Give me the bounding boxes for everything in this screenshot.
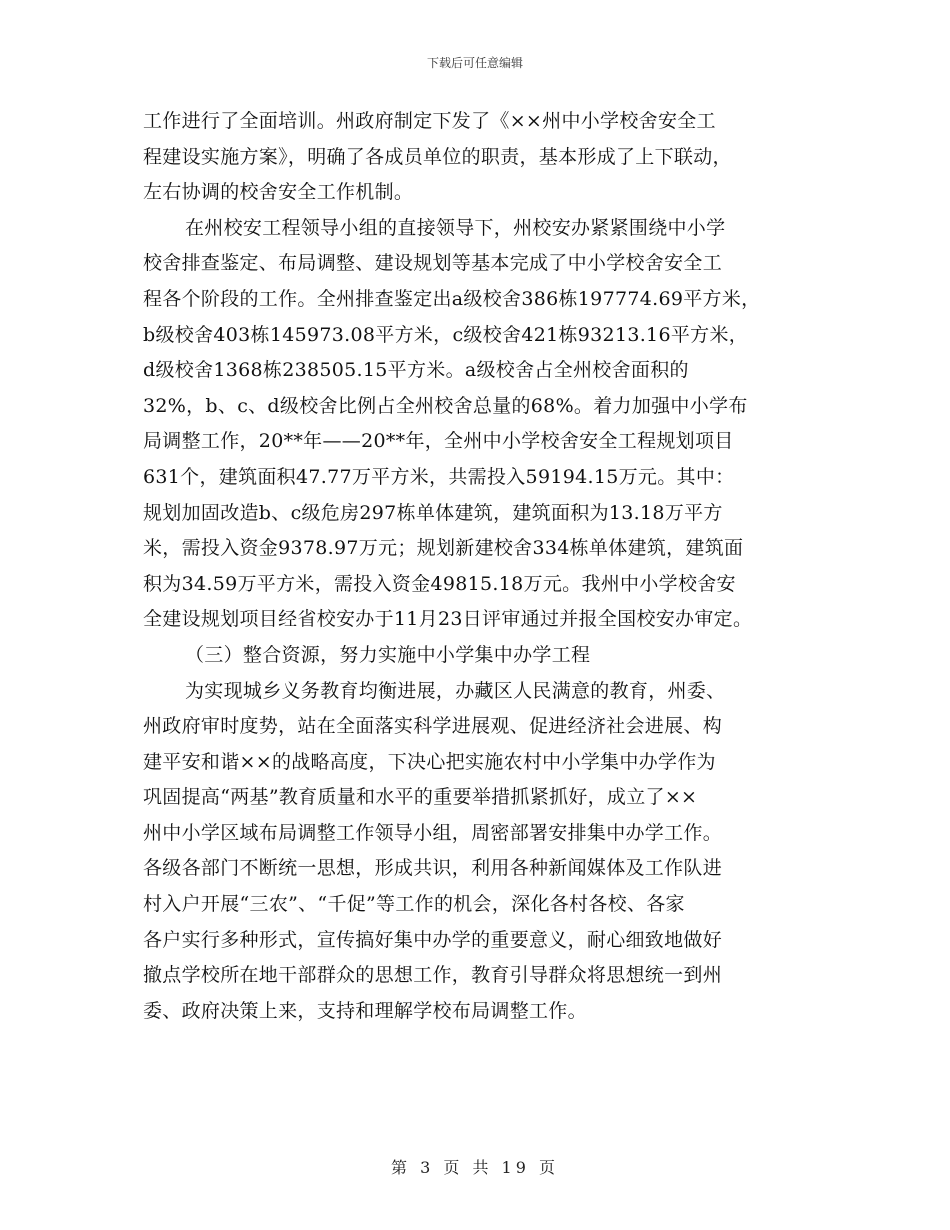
text-line: 左右协调的校舍安全工作机制。 xyxy=(143,181,414,204)
text-line: 规划加固改造b、c级危房297栋单体建筑，建筑面积为13.18万平方 xyxy=(143,501,723,524)
text-line: 委、政府决策上来，支持和理解学校布局调整工作。 xyxy=(143,999,587,1022)
text-line: 在州校安工程领导小组的直接领导下，州校安办紧紧围绕中小学 xyxy=(185,216,726,239)
text-line: 撤点学校所在地干部群众的思想工作，教育引导群众将思想统一到州 xyxy=(143,964,723,987)
document-body xyxy=(143,104,833,1029)
text-line: 631个，建筑面积47.77万平方米，共需投入59194.15万元。其中： xyxy=(143,465,735,488)
text-line: 程各个阶段的工作。全州排查鉴定出a级校舍386栋197774.69平方米， xyxy=(143,287,761,310)
text-line: （三）整合资源，努力实施中小学集中办学工程 xyxy=(185,643,591,666)
page-header: 下载后可任意编辑 xyxy=(426,56,523,70)
text-line: 各户实行多种形式，宣传搞好集中办学的重要意义，耐心细致地做好 xyxy=(143,928,723,951)
text-line: 积为34.59万平方米，需投入资金49815.18万元。我州中小学校舍安 xyxy=(143,572,736,595)
text-line: 为实现城乡义务教育均衡进展，办藏区人民满意的教育，州委、 xyxy=(185,679,726,702)
page-footer: 第 3 页 共 19 页 xyxy=(391,1158,559,1177)
text-line: 州中小学区域布局调整工作领导小组，周密部署安排集中办学工作。 xyxy=(143,821,723,844)
text-line: 局调整工作，20**年——20**年，全州中小学校舍安全工程规划项目 xyxy=(143,430,734,453)
text-line: 校舍排查鉴定、布局调整、建设规划等基本完成了中小学校舍安全工 xyxy=(143,252,723,275)
text-line: b级校舍403栋145973.08平方米，c级校舍421栋93213.16平方米， xyxy=(143,323,749,346)
text-line: 32%，b、c、d级校舍比例占全州校舍总量的68%。着力加强中小学布 xyxy=(143,394,748,417)
text-line: 全建设规划项目经省校安办于11月23日评审通过并报全国校安办审定。 xyxy=(143,608,753,631)
text-line: 各级各部门不断统一思想，形成共识，利用各种新闻媒体及工作队进 xyxy=(143,857,723,880)
text-line: 村入户开展“三农”、“千促”等工作的机会，深化各村各校、各家 xyxy=(143,893,685,916)
text-line: 程建设实施方案》，明确了各成员单位的职责，基本形成了上下联动， xyxy=(143,145,732,168)
text-line: 巩固提高“两基”教育质量和水平的重要举措抓紧抓好，成立了×× xyxy=(143,786,698,809)
text-line: 州政府审时度势，站在全面落实科学进展观、促进经济社会进展、构 xyxy=(143,715,723,738)
text-line: 工作进行了全面培训。州政府制定下发了《××州中小学校舍安全工 xyxy=(143,110,716,132)
text-line: 米，需投入资金9378.97万元；规划新建校舍334栋单体建筑，建筑面 xyxy=(143,537,744,560)
text-line: d级校舍1368栋238505.15平方米。a级校舍占全州校舍面积的 xyxy=(143,359,689,382)
text-line: 建平安和谐××的战略高度，下决心把实施农村中小学集中办学作为 xyxy=(143,750,716,773)
